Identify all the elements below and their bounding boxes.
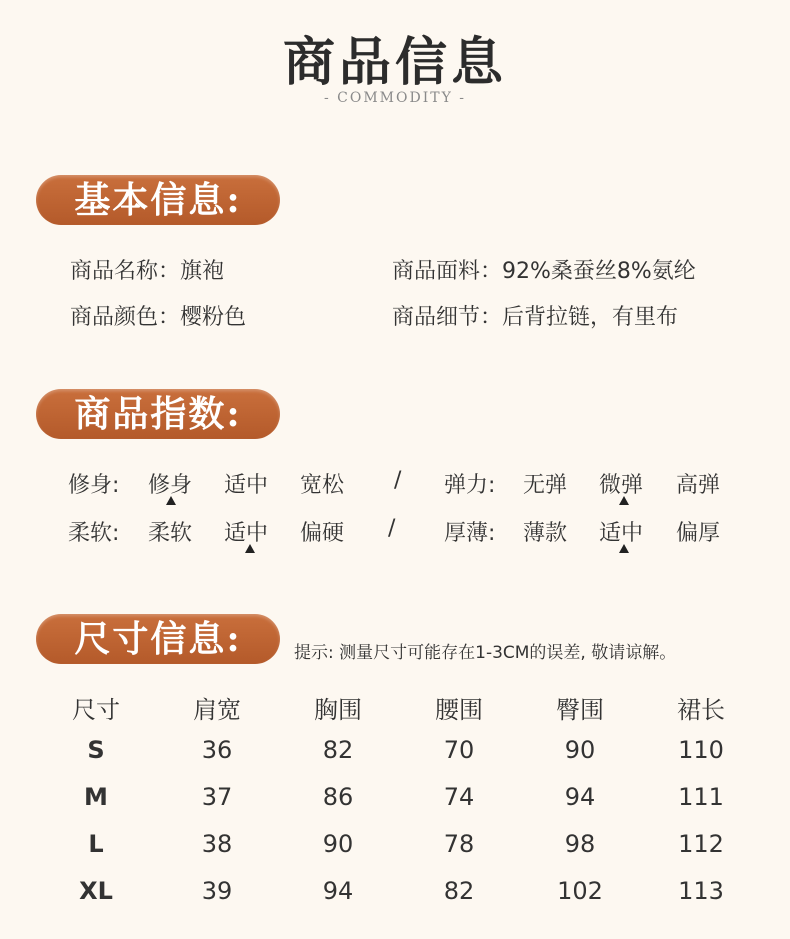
index-option-thick-3: 偏厚	[676, 521, 721, 546]
index-option-thick-2: 适中	[599, 521, 644, 546]
table-cell: 113	[678, 877, 724, 905]
page-title: 商品信息	[282, 32, 507, 93]
table-cell: 98	[564, 830, 596, 858]
info-fabric: 商品面料：92%桑蚕丝8%氨纶	[392, 259, 696, 284]
table-cell: 74	[443, 783, 475, 811]
info-color: 商品颜色：樱粉色	[70, 305, 247, 330]
table-cell-size: M	[84, 783, 108, 811]
index-option-elastic-3: 高弹	[676, 473, 721, 498]
index-option-soft-1: 柔软	[148, 521, 193, 546]
table-header-shoulder: 肩宽	[193, 696, 241, 724]
index-separator-2: /	[388, 516, 396, 541]
table-row	[41, 877, 761, 924]
table-header-hip: 臀围	[556, 696, 604, 724]
table-cell-size: XL	[79, 877, 113, 905]
section-pill-indices: 商品指数:	[36, 389, 280, 439]
table-cell: 111	[678, 783, 724, 811]
table-cell: 94	[322, 877, 354, 905]
section-pill-basic: 基本信息:	[36, 175, 280, 225]
table-row	[41, 736, 761, 783]
table-cell: 78	[443, 830, 475, 858]
info-name: 商品名称：旗袍	[70, 259, 225, 284]
table-row	[41, 830, 761, 877]
index-option-fit-1: 修身	[148, 473, 193, 498]
index-option-soft-3: 偏硬	[300, 521, 345, 546]
index-label-elastic: 弹力:	[444, 473, 496, 498]
index-option-fit-3: 宽松	[300, 473, 345, 498]
size-table	[41, 690, 761, 924]
table-cell-size: L	[88, 830, 104, 858]
table-cell-size: S	[87, 736, 105, 764]
table-cell: 102	[557, 877, 603, 905]
index-option-fit-2: 适中	[224, 473, 269, 498]
table-cell: 82	[443, 877, 475, 905]
table-row	[41, 783, 761, 830]
selected-marker-fit	[166, 496, 176, 505]
table-cell: 86	[322, 783, 354, 811]
table-cell: 38	[201, 830, 233, 858]
table-header-length: 裙长	[677, 696, 725, 724]
size-table-header	[41, 690, 761, 728]
table-cell: 39	[201, 877, 233, 905]
index-separator-1: /	[394, 468, 402, 493]
table-cell: 36	[201, 736, 233, 764]
table-header-bust: 胸围	[314, 696, 362, 724]
table-cell: 82	[322, 736, 354, 764]
page-subtitle: - COMMODITY -	[323, 90, 467, 106]
table-cell: 94	[564, 783, 596, 811]
index-label-soft: 柔软:	[68, 521, 120, 546]
index-option-soft-2: 适中	[224, 521, 269, 546]
table-cell: 37	[201, 783, 233, 811]
table-cell: 90	[564, 736, 596, 764]
selected-marker-elastic	[619, 496, 629, 505]
section-pill-size: 尺寸信息:	[36, 614, 280, 664]
table-cell: 70	[443, 736, 475, 764]
table-header-waist: 腰围	[435, 696, 483, 724]
index-label-fit: 修身:	[68, 473, 120, 498]
index-option-elastic-2: 微弹	[599, 473, 644, 498]
table-header-size: 尺寸	[72, 696, 120, 724]
table-cell: 90	[322, 830, 354, 858]
size-tip: 提示: 测量尺寸可能存在1-3CM的误差, 敬请谅解。	[294, 643, 677, 663]
info-detail: 商品细节：后背拉链，有里布	[392, 305, 679, 330]
index-option-elastic-1: 无弹	[523, 473, 568, 498]
table-cell: 110	[678, 736, 724, 764]
index-label-thick: 厚薄:	[444, 521, 496, 546]
selected-marker-soft	[245, 544, 255, 553]
selected-marker-thick	[619, 544, 629, 553]
table-cell: 112	[678, 830, 724, 858]
index-option-thick-1: 薄款	[523, 521, 568, 546]
